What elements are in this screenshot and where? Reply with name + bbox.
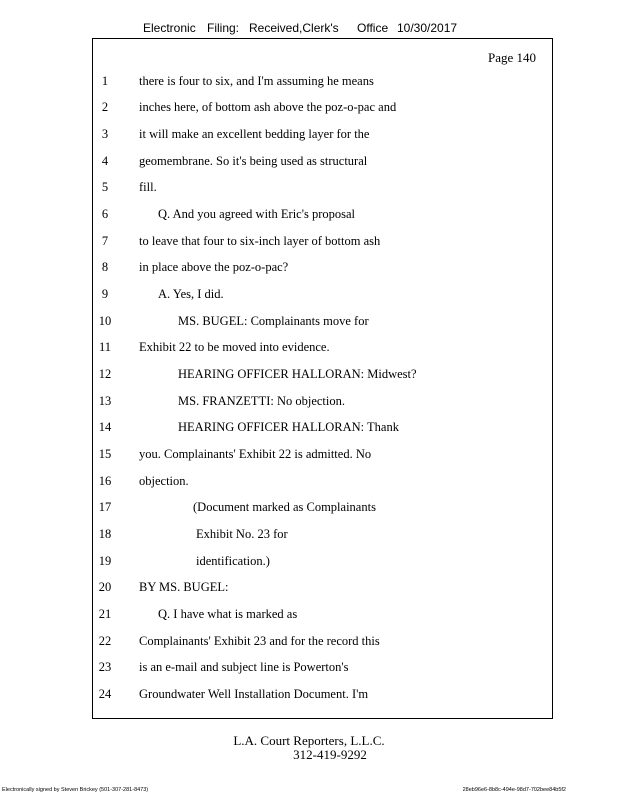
- line-text: you. Complainants' Exhibit 22 is admitted. No: [139, 447, 372, 461]
- line-text: it will make an excellent bedding layer for the: [139, 127, 370, 141]
- line-number: 1: [101, 74, 109, 88]
- line-text: geomembrane. So it's being used as structural: [139, 154, 368, 168]
- document-hash: 28eb96e6-8b8c-494e-98d7-702bee84b5f2: [462, 787, 566, 793]
- line-number: 3: [101, 127, 109, 141]
- line-number: 10: [98, 314, 112, 328]
- line-text: identification.): [196, 554, 270, 568]
- electronic-signature-note: Electronically signed by Steven Brickey (501-307-281-8473): [2, 787, 149, 793]
- line-text: MS. BUGEL: Complainants move for: [178, 314, 369, 328]
- line-text: Groundwater Well Installation Document. I'm: [139, 687, 369, 701]
- line-number: 12: [98, 367, 112, 381]
- line-number: 21: [98, 607, 112, 621]
- line-text: there is four to six, and I'm assuming he means: [139, 74, 374, 88]
- line-number: 22: [98, 634, 112, 648]
- line-number: 14: [98, 420, 112, 434]
- line-number: 2: [101, 100, 109, 114]
- line-number: 13: [98, 394, 112, 408]
- filing-header: [0, 21, 618, 37]
- line-number: 19: [98, 554, 112, 568]
- court-reporter-phone: 312-419-9292: [293, 747, 367, 762]
- line-text: (Document marked as Complainants: [193, 500, 376, 514]
- line-text: A. Yes, I did.: [158, 287, 224, 301]
- line-text: HEARING OFFICER HALLORAN: Thank: [178, 420, 399, 434]
- line-number: 4: [101, 154, 109, 168]
- line-number: 5: [101, 180, 109, 194]
- line-text: inches here, of bottom ash above the poz-o-pac and: [139, 100, 397, 114]
- line-number: 11: [98, 340, 112, 354]
- line-number: 9: [101, 287, 109, 301]
- line-text: Q. And you agreed with Eric's proposal: [158, 207, 356, 221]
- line-number: 8: [101, 260, 109, 274]
- line-text: Exhibit 22 to be moved into evidence.: [139, 340, 330, 354]
- header-electronic: Electronic: [143, 21, 196, 35]
- line-text: HEARING OFFICER HALLORAN: Midwest?: [178, 367, 417, 381]
- line-number: 15: [98, 447, 112, 461]
- line-text: is an e-mail and subject line is Powerton's: [139, 660, 349, 674]
- line-text: objection.: [139, 474, 189, 488]
- court-reporter-name: L.A. Court Reporters, L.L.C.: [233, 733, 385, 748]
- line-text: Q. I have what is marked as: [158, 607, 298, 621]
- page-number: Page 140: [487, 50, 536, 65]
- line-number: 6: [101, 207, 109, 221]
- line-text: BY MS. BUGEL:: [139, 580, 229, 594]
- header-received: Received,Clerk's: [249, 21, 339, 35]
- header-office: Office: [357, 21, 389, 35]
- line-text: Complainants' Exhibit 23 and for the record this: [139, 634, 380, 648]
- line-text: to leave that four to six-inch layer of bottom ash: [139, 234, 381, 248]
- line-number: 18: [98, 527, 112, 541]
- line-number: 24: [98, 687, 112, 701]
- line-text: fill.: [139, 180, 157, 194]
- line-number: 23: [98, 660, 112, 674]
- line-number: 20: [98, 580, 112, 594]
- line-number: 7: [101, 234, 109, 248]
- header-filing: Filing:: [207, 21, 240, 35]
- line-text: in place above the poz-o-pac?: [139, 260, 289, 274]
- line-text: Exhibit No. 23 for: [196, 527, 288, 541]
- line-text: MS. FRANZETTI: No objection.: [178, 394, 346, 408]
- line-number: 16: [98, 474, 112, 488]
- line-number: 17: [98, 500, 112, 514]
- header-date: 10/30/2017: [397, 21, 458, 35]
